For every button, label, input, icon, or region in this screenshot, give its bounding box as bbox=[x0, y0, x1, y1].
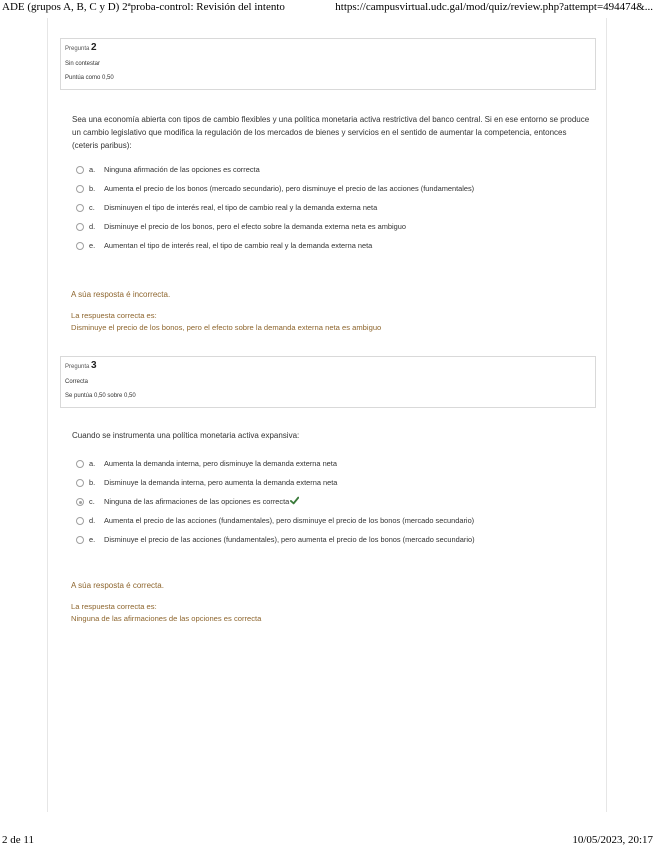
question-label: Pregunta bbox=[65, 364, 90, 370]
answer-option[interactable] bbox=[76, 458, 596, 470]
print-header bbox=[0, 0, 655, 14]
quiz-review-page bbox=[47, 18, 607, 812]
option-letter: c. bbox=[89, 203, 95, 212]
option-text: Ninguna afirmación de las opciones es correcta bbox=[104, 165, 260, 174]
right-answer-label: La respuesta correcta es: bbox=[71, 602, 157, 611]
answer-option[interactable] bbox=[76, 534, 596, 546]
option-text: Disminuye el precio de las acciones (fundamentales), pero aumenta el precio de los bonos (mercado secundario) bbox=[104, 535, 475, 544]
answer-option-selected[interactable] bbox=[76, 496, 596, 508]
question-grade: Se puntúa 0,50 sobre 0,50 bbox=[65, 393, 136, 399]
option-letter: e. bbox=[89, 535, 96, 544]
right-answer-text: Disminuye el precio de los bonos, pero el efecto sobre la demanda externa neta es ambiguo bbox=[71, 323, 382, 332]
radio-button[interactable] bbox=[76, 242, 84, 250]
option-letter: e. bbox=[89, 241, 96, 250]
question-3-feedback bbox=[71, 580, 591, 625]
question-2-info bbox=[60, 38, 596, 90]
option-text: Aumenta el precio de las acciones (fundamentales), pero disminuye el precio de los bonos (mercado secundario) bbox=[104, 516, 475, 525]
question-label: Pregunta bbox=[65, 46, 90, 52]
print-page-url: https://campusvirtual.udc.gal/mod/quiz/review.php?attempt=494474&... bbox=[335, 1, 653, 13]
print-datetime: 10/05/2023, 20:17 bbox=[572, 834, 653, 846]
option-letter: b. bbox=[89, 478, 96, 487]
option-text: Aumentan el tipo de interés real, el tipo de cambio real y la demanda externa neta bbox=[104, 241, 373, 250]
option-letter: a. bbox=[89, 459, 96, 468]
radio-button-checked[interactable] bbox=[76, 498, 84, 506]
option-text: Disminuyen el tipo de interés real, el tipo de cambio real y la demanda externa neta bbox=[104, 203, 378, 212]
option-text: Disminuye la demanda interna, pero aumenta la demanda externa neta bbox=[104, 478, 338, 487]
option-text: Aumenta el precio de los bonos (mercado secundario), pero disminuye el precio de las acciones (fundamentales) bbox=[104, 184, 475, 193]
question-3-info bbox=[60, 356, 596, 408]
option-text-wrapper bbox=[104, 496, 299, 508]
radio-button[interactable] bbox=[76, 185, 84, 193]
feedback-status: A súa resposta é correcta. bbox=[71, 581, 164, 590]
radio-button[interactable] bbox=[76, 460, 84, 468]
check-icon bbox=[290, 496, 299, 505]
option-letter: a. bbox=[89, 165, 96, 174]
answer-option[interactable] bbox=[76, 240, 596, 252]
question-number-value: 3 bbox=[91, 360, 97, 371]
answer-option[interactable] bbox=[76, 183, 596, 195]
answer-option[interactable] bbox=[76, 477, 596, 489]
option-letter: c. bbox=[89, 497, 95, 506]
option-letter: d. bbox=[89, 516, 96, 525]
radio-button[interactable] bbox=[76, 536, 84, 544]
option-letter: b. bbox=[89, 184, 96, 193]
question-state: Correcta bbox=[65, 379, 89, 385]
print-page-number: 2 de 11 bbox=[2, 834, 34, 846]
print-footer bbox=[0, 834, 655, 848]
print-page-title: ADE (grupos A, B, C y D) 2ªproba-control: Revisión del intento bbox=[2, 1, 285, 13]
question-number bbox=[65, 42, 97, 53]
option-text: Aumenta la demanda interna, pero disminuye la demanda externa neta bbox=[104, 459, 337, 468]
question-grade: Puntúa como 0,50 bbox=[65, 75, 114, 81]
question-2-text: Sea una economía abierta con tipos de cambio flexibles y una política monetaria activa restrictiva del banco central. Si en ese entorno se produce un cambio legislativo que modifica la regulación de los mercados de bienes y servicios en el sentido de aumentar la competencia, entonces (ceteris paribus): bbox=[72, 115, 590, 150]
option-text: Ninguna de las afirmaciones de las opciones es correcta bbox=[104, 497, 290, 506]
answer-option[interactable] bbox=[76, 164, 596, 176]
question-number-value: 2 bbox=[91, 42, 97, 53]
radio-button[interactable] bbox=[76, 204, 84, 212]
option-letter: d. bbox=[89, 222, 96, 231]
answer-option[interactable] bbox=[76, 221, 596, 233]
radio-button[interactable] bbox=[76, 479, 84, 487]
answer-option[interactable] bbox=[76, 202, 596, 214]
answer-option[interactable] bbox=[76, 515, 596, 527]
radio-button[interactable] bbox=[76, 517, 84, 525]
question-3-text: Cuando se instrumenta una política monetaria activa expansiva: bbox=[72, 431, 300, 440]
radio-button[interactable] bbox=[76, 166, 84, 174]
right-answer-label: La respuesta correcta es: bbox=[71, 311, 157, 320]
question-2-feedback bbox=[71, 289, 591, 334]
radio-button[interactable] bbox=[76, 223, 84, 231]
right-answer-text: Ninguna de las afirmaciones de las opciones es correcta bbox=[71, 614, 262, 623]
feedback-status: A súa resposta é incorrecta. bbox=[71, 290, 171, 299]
option-text: Disminuye el precio de los bonos, pero el efecto sobre la demanda externa neta es ambiguo bbox=[104, 222, 406, 231]
question-number bbox=[65, 360, 97, 371]
question-state: Sin contestar bbox=[65, 61, 101, 67]
